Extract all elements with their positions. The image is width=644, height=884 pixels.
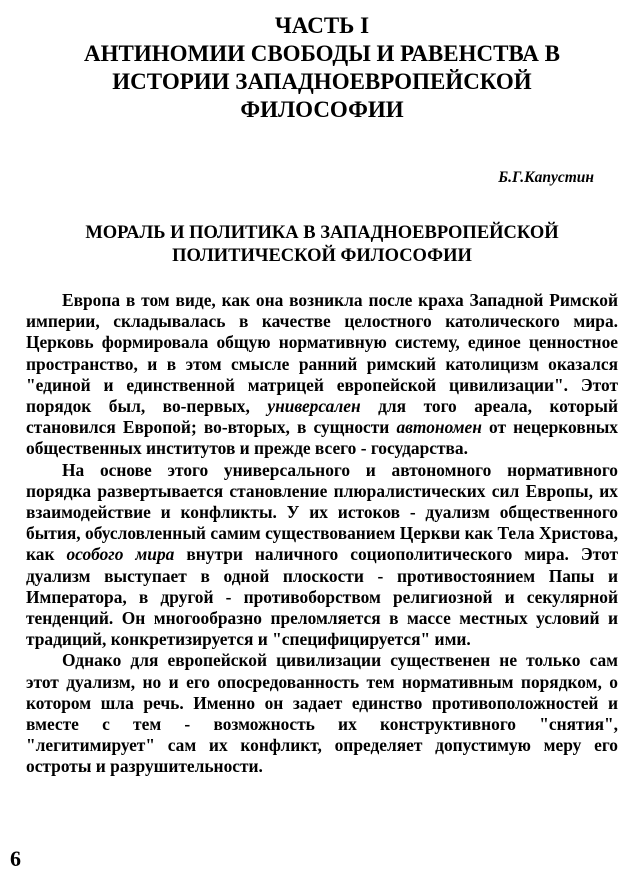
page-number: 6 (10, 846, 21, 871)
section-heading-line: ПОЛИТИЧЕСКОЙ ФИЛОСОФИИ (172, 246, 472, 266)
part-heading-line: АНТИНОМИИ СВОБОДЫ И РАВЕНСТВА В (83, 41, 560, 66)
paragraph-text: внутри наличного социополитического мира. Этот дуализм выступает в одной плоскости - противостоянием Папы и Императора, в другой - противоборством религиозной и секулярной тенденций. Он многообразно преломляется в массе местных условий и традиций, конкретизируется и "специфицируется" ими. (26, 544, 618, 650)
paragraph-text: от нецерковных общественных институтов и прежде всего - государства. (26, 417, 618, 459)
body-text (26, 290, 618, 778)
paragraph-text: На основе этого универсального и автономного нормативного порядка развертывается становление плюралистических сил Европы, их взаимодействие и конфликты. У их истоков - дуализм общественного бытия, обусловленный самим существованием Церкви как Тела Христова, как (26, 459, 618, 565)
paragraph-2 (26, 460, 618, 651)
paragraph-3: Однако для европейской цивилизации существенен не только сам этот дуализм, но и его опосредованность тем нормативным порядком, о котором шла речь. Именно он задает единство противоположностей и вместе с тем - возможность их конструктивного "снятия", "легитимирует" сам их конфликт, определяет допустимую меру его остроты и разрушительности. (26, 650, 618, 777)
emphasis-text: универсален (267, 396, 361, 417)
paragraph-text: для того ареала, который становился Европой; во-вторых, в сущности (26, 396, 618, 438)
emphasis-text: автономен (396, 417, 482, 438)
part-heading-line: ФИЛОСОФИИ (240, 97, 404, 122)
part-heading-line: ИСТОРИИ ЗАПАДНОЕВРОПЕЙСКОЙ (112, 69, 532, 94)
section-heading-line: МОРАЛЬ И ПОЛИТИКА В ЗАПАДНОЕВРОПЕЙСКОЙ (85, 223, 559, 243)
emphasis-text: особого мира (66, 544, 175, 565)
part-heading-line: ЧАСТЬ I (274, 13, 370, 38)
paragraph-text: Европа в том виде, как она возникла после краха Западной Римской империи, складывалась в качестве целостного католического мира. Церковь формировала общую нормативную систему, единое ценностное пространство, и в этом смысле ранний римский католицизм оказался "единой и единственной матрицей европейской цивилизации". Этот порядок был, во-первых, (26, 290, 618, 417)
section-heading (26, 222, 618, 268)
part-heading (26, 0, 618, 124)
author-name: Б.Г.Капустин (498, 169, 594, 186)
paragraph-1 (26, 290, 618, 460)
